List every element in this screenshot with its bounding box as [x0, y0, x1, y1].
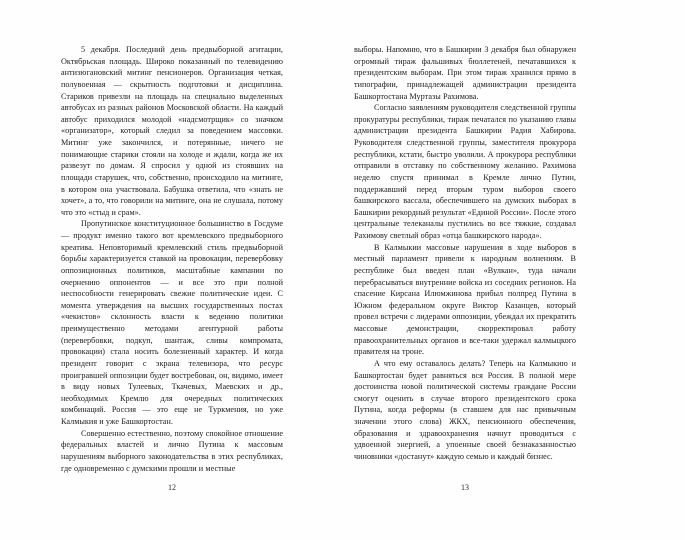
paragraph: Согласно заявлениям руководителя следственной группы прокуратуры республики, тираж печатался по указанию главы администрации президента Башкирии Радия Хабирова. Руководителя следственной группы, заместителя прокурора республики, кстати, быстро уволили. А прокурора республики отправили в отставку по собственному желанию. Рахимова неделю спустя принимал в Кремле лично Путин, поддержавший перед вторым туром выборов своего башкирского вассала, обеспечившего на думских выборах в Башкирии рекордный результат «Единой России». После этого центральные телеканалы пустились во все тяжкие, создавал Рахимову светлый образ «отца башкирского народа».: [354, 103, 576, 240]
paragraph: В Калмыкии массовые нарушения в ходе выборов в местный парламент привели к народным волнениям. В республике был введен план «Вулкан», туда начали перебрасываться внутренние войска из соседних регионов. На спасение Кирсана Илюмжинова прибыл полпред Путина в Южном федеральном округе Виктор Казанцев, который провел встречи с лидерами оппозиции, убеждал их прекратить массовые демонстрации, скорректировал работу правоохранительных органов и все-таки удержал калмыцкого правителя на троне.: [354, 242, 576, 357]
page-left-textblock: [61, 44, 283, 474]
page-number-left: [0, 483, 342, 492]
page-right: [342, 0, 685, 540]
page-number-right: [342, 483, 685, 492]
paragraph: выборы. Напомню, что в Башкирии 3 декабря был обнаружен огромный тираж фальшивых бюллетеней, печатавшихся к президентским выборам. При этом тираж хранился прямо в типографии, принадлежащей администрации президента Башкортостана Муртазы Рахимова.: [354, 45, 576, 101]
paragraph: А что ему оставалось делать? Теперь на Калмыкию и Башкортостан будет равняться вся Россия. В полной мере достоинства новой политической системы граждане России смогут оценить в случае второго президентского срока Путина, когда реформы (в ставшем для нас привычным значении этого слова) ЖКХ, пенсионного обеспечения, образования и здравоохранения начнут проводиться с удвоенной энергией, а упоенные своей безнаказанностью чиновники «достанут» каждую семью и каждый бизнес.: [354, 358, 576, 461]
page-number-left-value: 12: [168, 483, 176, 492]
paragraph: Пропутинское конституционное большинство в Госдуме — продукт именно такого вот кремлевского предвыборного креатива. Неповторимый кремлевский стиль предвыборной борьбы характеризуется ставкой на провокации, перевербовку оппозиционных политиков, масштабные кампании по очернению оппонентов — и все это при полной неспособности генерировать свежие политические идеи. С момента утверждения на высших государственных постах «чекистов» склонность власти к ведению политики преимущественно методами агентурной работы (перевербовки, подкуп, шантаж, сливы компромата, провокации) стала носить болезненный характер. И когда президент говорит с экрана телевизора, что ресурс проигравшей оппозиции будет востребован, он, видимо, имеет в виду новых Тулеевых, Ткачевых, Маевских и др., необходимых Кремлю для очередных политических комбинаций. Россия — это еще не Туркмения, но уже Калмыкия и уже Башкортостан.: [61, 219, 283, 426]
page-number-right-value: 13: [461, 483, 469, 492]
page-left: [0, 0, 342, 540]
paragraph: 5 декабря. Последний день предвыборной агитации, Октябрьская площадь. Широко показанный по телевидению антизюгановский митинг пенсионеров. Организация четкая, полувоенная — скрытность подготовки и дисциплина. Стариков привезли на площадь на специально выделенных автобусах из разных районов Московской области. На каждый автобус приходился молодой «надсмотрщик» со значком «организатор», который следил за поведением массовки. Митинг уже закончился, и потерянные, ничего не понимающие старики стояли на холоде и ждали, когда же их развезут по домам. Я спросил у одной из стоявших на площади старушек, что, собственно, происходило на митинге, в котором она участвовала. Бабушка ответила, что «знать не хочет», а то, что говорили на митинге, она не слушала, потому что это «стыд и срам».: [61, 45, 283, 217]
paragraph: Совершенно естественно, поэтому спокойное отношение федеральных властей и лично Путина к массовым нарушениям выборного законодательства в этих республиках, где одновременно с думскими прошли и местные: [61, 428, 283, 473]
page-right-textblock: [354, 44, 576, 463]
